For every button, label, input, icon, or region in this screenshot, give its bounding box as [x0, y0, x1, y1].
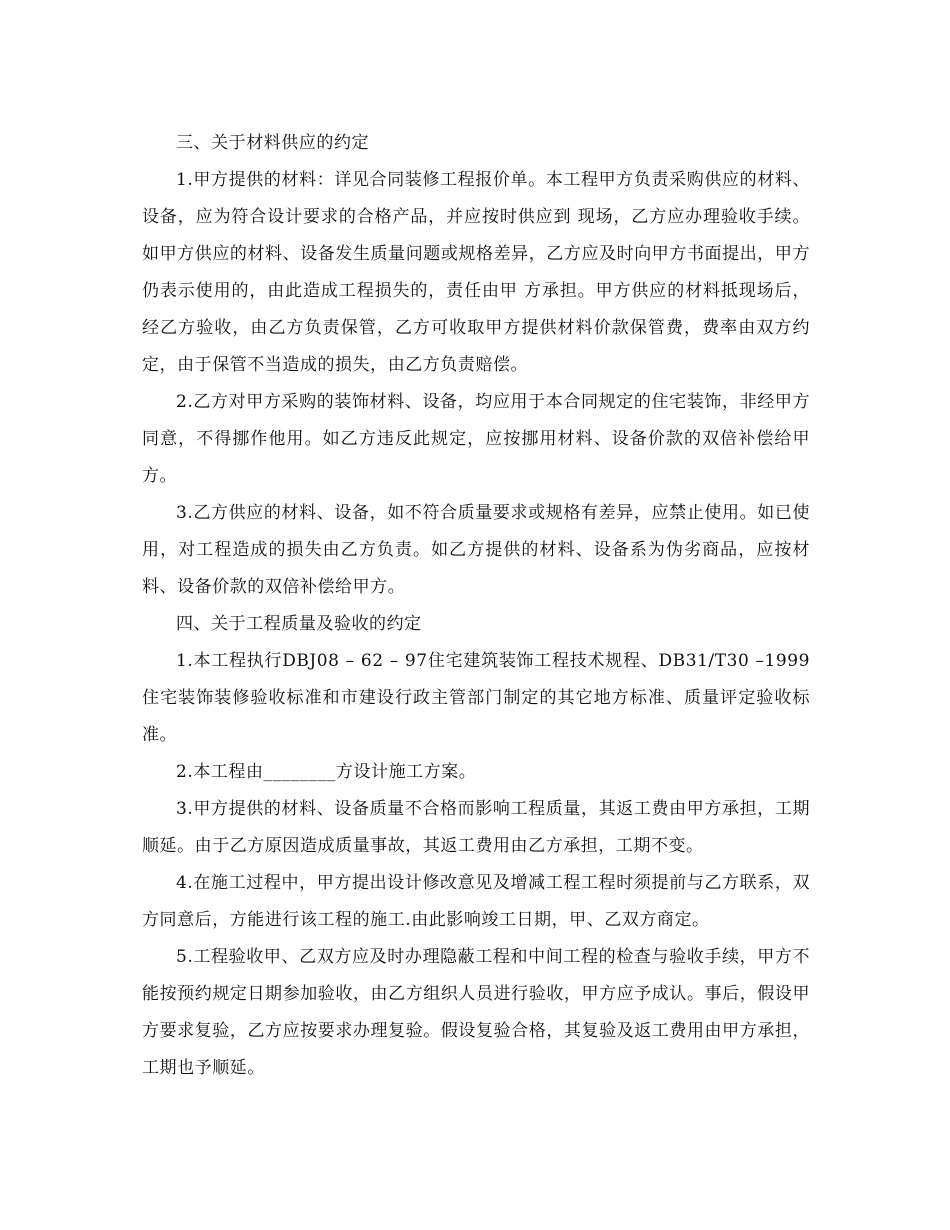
clause-paragraph: 2.本工程由________方设计施工方案。: [176, 762, 477, 782]
section-heading-materials: 三、关于材料供应的约定: [176, 133, 370, 153]
clause-paragraph: 5.工程验收甲、乙双方应及时办理隐蔽工程和中间工程的检查与验收手续，甲方不能按预约规定日期参加验收，由乙方组织人员进行验收，甲方应予成认。事后，假设甲方要求复验，乙方应按要求办理复验。假设复验合格，其复验及返工费用由甲方承担，工期也予顺延。: [142, 947, 810, 1078]
clause-paragraph: 1.本工程执行DBJ08 – 62 – 97住宅建筑装饰工程技术规程、DB31/T30 –1999住宅装饰装修验收标准和市建设行政主管部门制定的其它地方标准、质量评定验收标准。: [142, 651, 810, 745]
clause-paragraph: 2.乙方对甲方采购的装饰材料、设备，均应用于本合同规定的住宅装饰，非经甲方同意，不得挪作他用。如乙方违反此规定，应按挪用材料、设备价款的双倍补偿给甲方。: [142, 392, 810, 486]
clause-paragraph: 3.乙方供应的材料、设备，如不符合质量要求或规格有差异，应禁止使用。如已使用，对工程造成的损失由乙方负责。如乙方提供的材料、设备系为伪劣商品，应按材料、设备价款的双倍补偿给甲方。: [142, 503, 810, 597]
section-heading-quality: 四、关于工程质量及验收的约定: [176, 614, 422, 634]
document-body: [142, 125, 810, 1087]
clause-paragraph: 3.甲方提供的材料、设备质量不合格而影响工程质量，其返工费由甲方承担，工期顺延。由于乙方原因造成质量事故，其返工费用由乙方承担，工期不变。: [142, 799, 810, 856]
clause-paragraph: 1.甲方提供的材料：详见合同装修工程报价单。本工程甲方负责采购供应的材料、设备，应为符合设计要求的合格产品，并应按时供应到 现场，乙方应办理验收手续。如甲方供应的材料、设备发生质量问题或规格差异，乙方应及时向甲方书面提出，甲方仍表示使用的，由此造成工程损失的，责任由甲 方承担。甲方供应的材料抵现场后，经乙方验收，由乙方负责保管，乙方可收取甲方提供材料价款保管费，费率由双方约定，由于保管不当造成的损失，由乙方负责赔偿。: [142, 170, 810, 375]
clause-paragraph: 4.在施工过程中，甲方提出设计修改意见及增减工程工程时须提前与乙方联系，双方同意后，方能进行该工程的施工.由此影响竣工日期，甲、乙双方商定。: [142, 873, 810, 930]
